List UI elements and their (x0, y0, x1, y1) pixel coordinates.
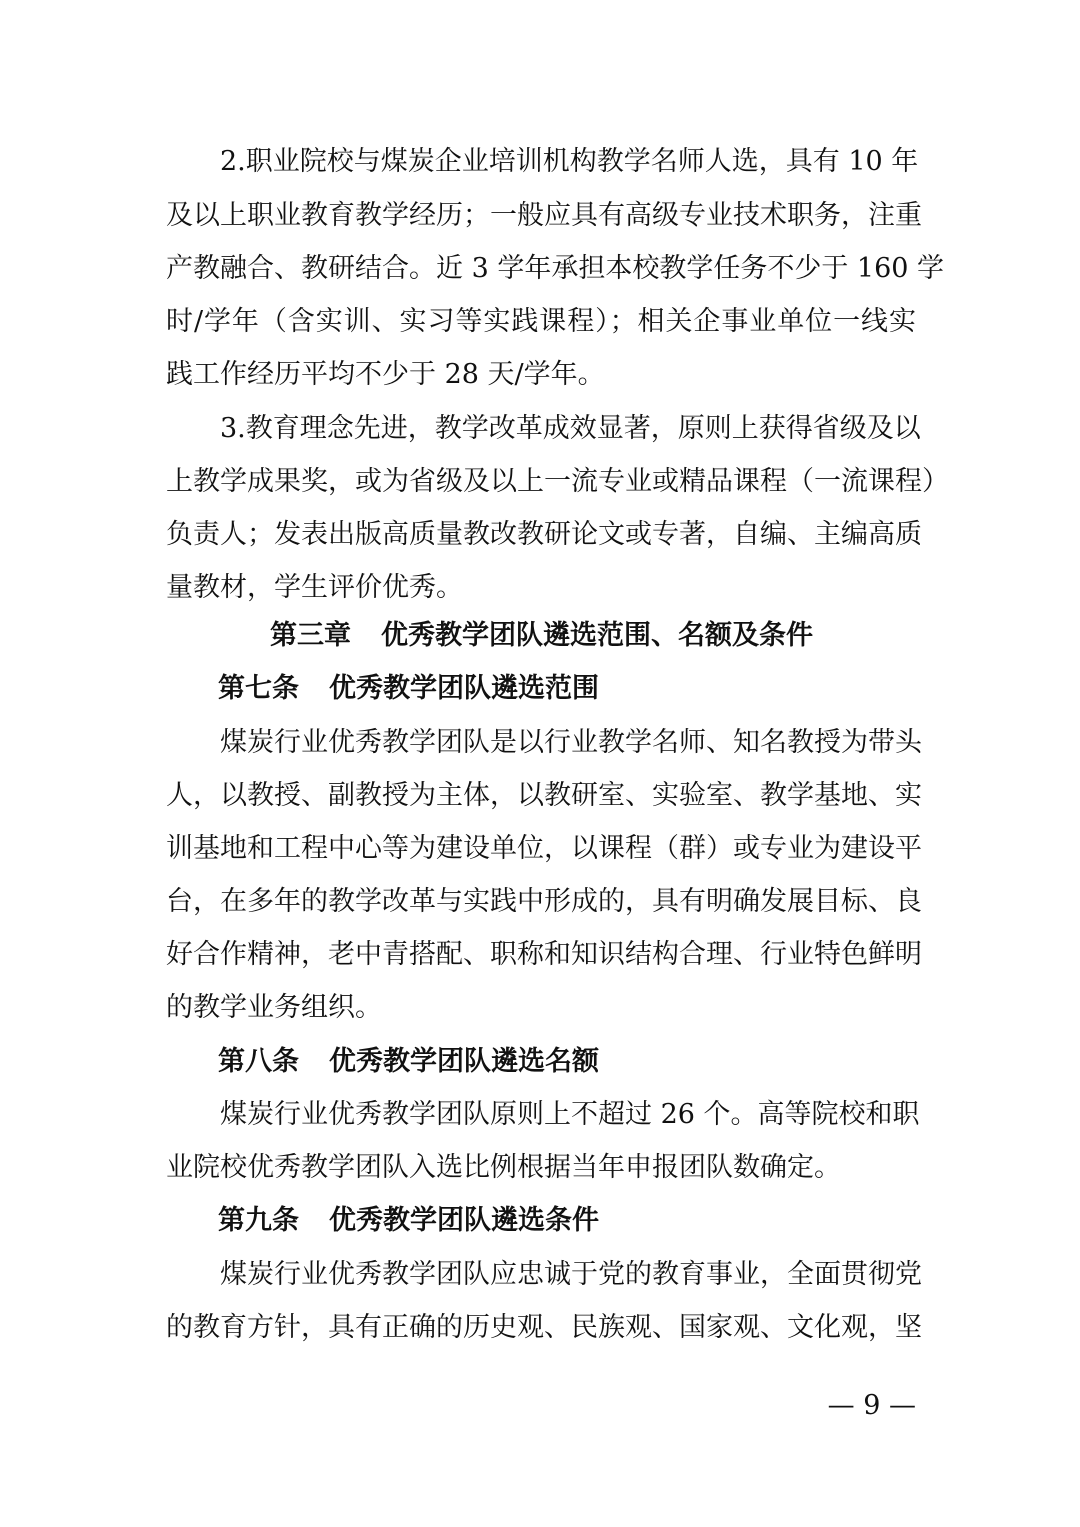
article8-number: 第八条 (218, 1046, 299, 1077)
article7-line-3: 训基地和工程中心等为建设单位，以课程（群）或专业为建设平 (166, 833, 922, 864)
article7-line-5: 好合作精神，老中青搭配、职称和知识结构合理、行业特色鲜明 (166, 939, 922, 970)
item3-line-3: 负责人；发表出版高质量教改教研论文或专著，自编、主编高质 (166, 519, 922, 550)
article8-line-1: 煤炭行业优秀教学团队原则上不超过 26 个。高等院校和职 (220, 1099, 920, 1130)
chapter-heading (270, 609, 813, 663)
chapter-number: 第三章 (270, 620, 351, 651)
article8-line-2: 业院校优秀教学团队入选比例根据当年申报团队数确定。 (166, 1152, 841, 1183)
item2-line-5: 践工作经历平均不少于 28 天/学年。 (166, 359, 605, 390)
article9-line-1: 煤炭行业优秀教学团队应忠诚于党的教育事业，全面贯彻党 (220, 1259, 922, 1290)
article7-title: 优秀教学团队遴选范围 (329, 673, 599, 704)
item3-line-2: 上教学成果奖，或为省级及以上一流专业或精品课程（一流课程） (166, 466, 949, 497)
article9-heading (218, 1194, 599, 1248)
article9-number: 第九条 (218, 1205, 299, 1236)
item3-line-1: 3.教育理念先进，教学改革成效显著，原则上获得省级及以 (220, 413, 921, 444)
article7-line-6: 的教学业务组织。 (166, 992, 382, 1023)
article7-heading (218, 662, 599, 716)
article9-title: 优秀教学团队遴选条件 (329, 1205, 599, 1236)
article7-line-2: 人，以教授、副教授为主体，以教研室、实验室、教学基地、实 (166, 780, 922, 811)
item3-line-4: 量教材，学生评价优秀。 (166, 572, 463, 603)
page-number: — 9 — (827, 1390, 916, 1421)
chapter-title: 优秀教学团队遴选范围、名额及条件 (381, 620, 813, 651)
item2-line-3: 产教融合、教研结合。近 3 学年承担本校教学任务不少于 160 学 (166, 253, 945, 284)
article8-title: 优秀教学团队遴选名额 (329, 1046, 599, 1077)
article7-number: 第七条 (218, 673, 299, 704)
article7-line-4: 台，在多年的教学改革与实践中形成的，具有明确发展目标、良 (166, 886, 922, 917)
article8-heading (218, 1035, 599, 1089)
item2-line-4: 时/学年（含实训、实习等实践课程）；相关企事业单位一线实 (166, 306, 916, 337)
article9-line-2: 的教育方针，具有正确的历史观、民族观、国家观、文化观，坚 (166, 1312, 922, 1343)
article7-line-1: 煤炭行业优秀教学团队是以行业教学名师、知名教授为带头 (220, 727, 922, 758)
item2-line-1: 2.职业院校与煤炭企业培训机构教学名师人选，具有 10 年 (220, 146, 919, 177)
item2-line-2: 及以上职业教育教学经历；一般应具有高级专业技术职务，注重 (166, 200, 922, 231)
